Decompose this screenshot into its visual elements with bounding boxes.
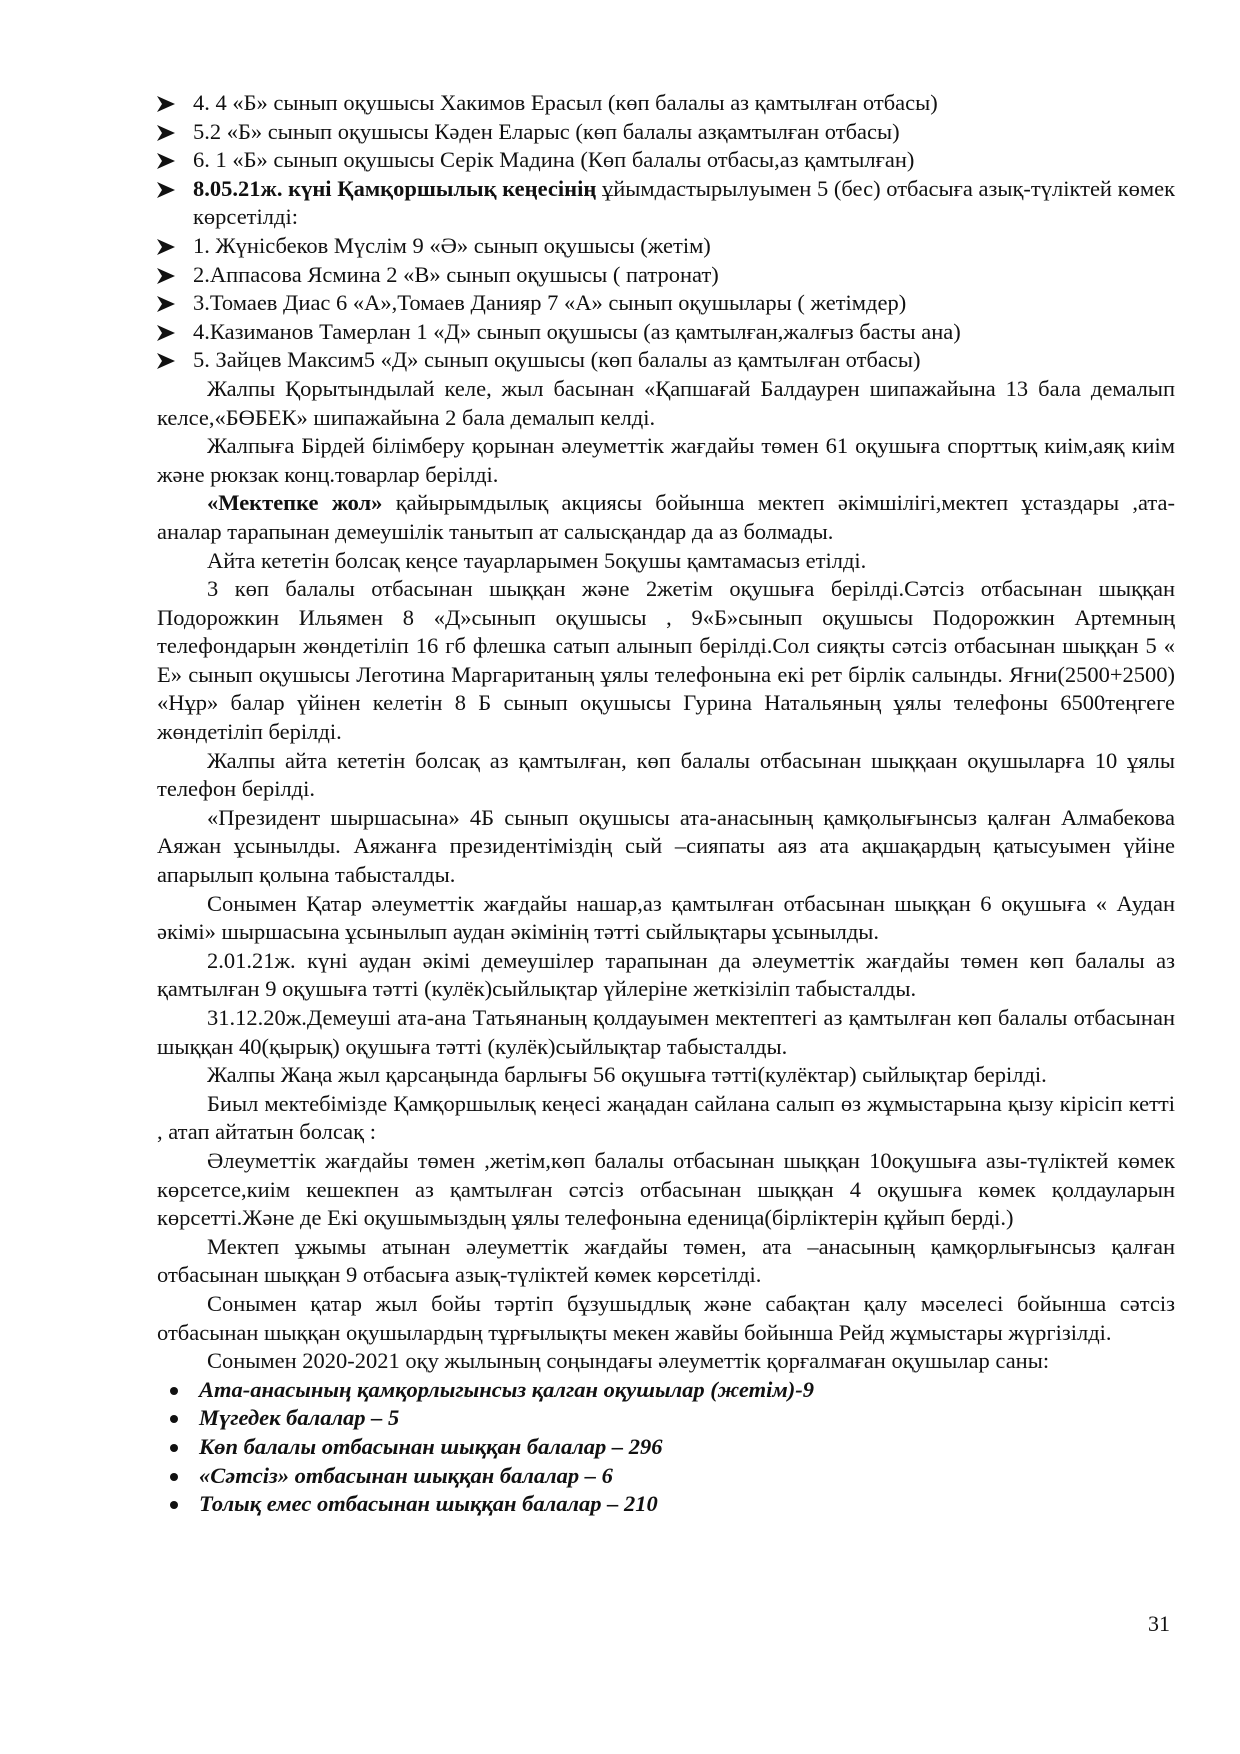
paragraph: Жалпыға Бірдей білімберу қорынан әлеуметтік жағдайы төмен 61 оқушыға спорттық киім,аяқ киім және рюкзак конц.товарлар берілді. bbox=[157, 433, 1175, 487]
aid-list-item: 5. Зайцев Максим5 «Д» сынып оқушысы (көп балалы аз қамтылған отбасы) bbox=[157, 346, 1175, 375]
highlight-list-item: 8.05.21ж. күні Қамқоршылық кеңесінің ұйымдастырылуымен 5 (бес) отбасыға азық-түліктей көмек көрсетілді: bbox=[157, 175, 1175, 232]
bullet-dot-icon bbox=[170, 1387, 178, 1395]
list-item: 5.2 «Б» сынып оқушысы Кәден Еларыс (көп балалы азқамтылған отбасы) bbox=[157, 118, 1175, 147]
arrow-bullet-icon bbox=[157, 296, 175, 312]
arrow-bullet-icon bbox=[157, 239, 175, 255]
stats-list bbox=[157, 1376, 1175, 1519]
paragraph: 3 көп балалы отбасынан шыққан және 2жетім оқушыға берілді.Сәтсіз отбасынан шыққан Подорожкин Ильямен 8 «Д»сынып оқушысы , 9«Б»сынып оқушысы Подорожкин Артемның телефондарын жөндетіліп 16 гб флешка сатып алынып берілді.Сол сияқты сәтсіз отбасынан шыққан 5 « Е» сынып оқушысы Леготина Маргаританың ұялы телефонына екі рет бірлік салынды. Яғни(2500+2500) «Нұр» балар үйінен келетін 8 Б сынып оқушысы Гурина Натальяның ұялы телефоны 6500теңгеге жөндетіліп берілді. bbox=[157, 576, 1175, 745]
aid-list-item: 2.Аппасова Ясмина 2 «В» сынып оқушысы ( патронат) bbox=[157, 261, 1175, 290]
arrow-bullet-icon bbox=[157, 182, 175, 198]
bullet-dot-icon bbox=[170, 1501, 178, 1509]
paragraph: Биыл мектебімізде Қамқоршылық кеңесі жаңадан сайлана салып өз жұмыстарына қызу кірісіп кетті , атап айтатын болсақ : bbox=[157, 1090, 1175, 1145]
page-content bbox=[157, 89, 1175, 1519]
arrow-bullet-icon bbox=[157, 353, 175, 369]
stats-list-item: «Сәтсіз» отбасынан шыққан балалар – 6 bbox=[157, 1462, 1175, 1491]
arrow-bullet-icon bbox=[157, 268, 175, 284]
paragraph: 2.01.21ж. күні аудан әкімі демеушілер тарапынан да әлеуметтік жағдайы төмен көп балалы аз қамтылған 9 оқушыға тәтті (кулёк)сыйлықтар үйлеріне жеткізіліп табысталды. bbox=[157, 947, 1175, 1002]
paragraph: Жалпы Қорытындылай келе, жыл басынан «Қапшағай Балдаурен шипажайына 13 бала демалып келсе,«БӨБЕК» шипажайына 2 бала демалып келді. bbox=[157, 375, 1175, 430]
list-item: 6. 1 «Б» сынып оқушысы Серік Мадина (Көп балалы отбасы,аз қамтылған) bbox=[157, 146, 1175, 175]
arrow-bullet-icon bbox=[157, 153, 175, 169]
paragraph: Әлеуметтік жағдайы төмен ,жетім,көп балалы отбасынан шыққан 10оқушыға азы-түліктей көмек көрсетсе,киім кешекпен аз қамтылған сәтсіз отбасынан шыққан 4 оқушыға көмек қолдауларын көрсетті.Және де Екі оқушымыздың ұялы телефонына еденица(бірліктерін құйып берді.) bbox=[157, 1147, 1175, 1231]
arrow-bullet-icon bbox=[157, 125, 175, 141]
paragraph: «Президент шыршасына» 4Б сынып оқушысы ата-анасының қамқолығынсыз қалған Алмабекова Аяжан ұсынылды. Аяжанға президентіміздің сый –сияпаты аяз ата ақшақардың қатысуымен үйіне апарылып қолына табысталды. bbox=[157, 804, 1175, 888]
paragraph: Мектеп ұжымы атынан әлеуметтік жағдайы төмен, ата –анасының қамқорлығынсыз қалған отбасынан шыққан 9 отбасыға азық-түліктей көмек көрсетілді. bbox=[157, 1233, 1175, 1288]
aid-list-item: 4.Казиманов Тамерлан 1 «Д» сынып оқушысы (аз қамтылған,жалғыз басты ана) bbox=[157, 318, 1175, 347]
stats-list-item: Толық емес отбасынан шыққан балалар – 210 bbox=[157, 1490, 1175, 1519]
bullet-dot-icon bbox=[170, 1444, 178, 1452]
bullet-dot-icon bbox=[170, 1415, 178, 1423]
arrow-bullet-icon bbox=[157, 325, 175, 341]
bullet-dot-icon bbox=[170, 1473, 178, 1481]
list-item: 4. 4 «Б» сынып оқушысы Хакимов Ерасыл (көп балалы аз қамтылған отбасы) bbox=[157, 89, 1175, 118]
paragraph: Жалпы Жаңа жыл қарсаңында барлығы 56 оқушыға тәтті(кулёктар) сыйлықтар берілді. bbox=[207, 1062, 1047, 1088]
stats-list-item: Көп балалы отбасынан шыққан балалар – 296 bbox=[157, 1433, 1175, 1462]
paragraph: «Мектепке жол» қайырымдылық акциясы бойынша мектеп әкімшілігі,мектеп ұстаздары ,ата-аналар тарапынан демеушілік танытып ат салысқандар да аз болмады. bbox=[157, 490, 1175, 544]
aid-list-item: 1. Жүнісбеков Мүслім 9 «Ә» сынып оқушысы (жетім) bbox=[157, 232, 1175, 261]
stats-list-item: Мүгедек балалар – 5 bbox=[157, 1404, 1175, 1433]
paragraph: Айта кететін болсақ кеңсе тауарларымен 5оқушы қамтамасыз етілді. bbox=[207, 547, 867, 573]
paragraph: 31.12.20ж.Демеуші ата-ана Татьянаның қолдауымен мектептегі аз қамтылған көп балалы отбасынан шыққан 40(қырық) оқушыға тәтті (кулёк)сыйлықтар табысталды. bbox=[157, 1005, 1175, 1059]
page-number: 31 bbox=[1148, 1611, 1170, 1636]
stats-list-item: Ата-анасының қамқорлыгынсыз қалган оқушылар (жетім)-9 bbox=[157, 1376, 1175, 1405]
paragraph: Сонымен 2020-2021 оқу жылының соңындағы әлеуметтік қорғалмаған оқушылар саны: bbox=[207, 1348, 1050, 1374]
arrow-bullet-icon bbox=[157, 96, 175, 112]
paragraph: Жалпы айта кететін болсақ аз қамтылған, көп балалы отбасынан шыққаан оқушыларға 10 ұялы телефон берілді. bbox=[157, 747, 1175, 802]
paragraph: Сонымен Қатар әлеуметтік жағдайы нашар,аз қамтылған отбасынан шыққан 6 оқушыға « Аудан әкімі» шыршасына ұсынылып аудан әкімінің тәтті сыйлықтары ұсынылды. bbox=[157, 890, 1175, 945]
paragraph: Сонымен қатар жыл бойы тәртіп бұзушыдлық және сабақтан қалу мәселесі бойынша сәтсіз отбасынан шыққан оқушылардың тұрғылықты мекен жавйы бойынша Рейд жұмыстары жүргізілді. bbox=[157, 1290, 1175, 1345]
aid-list-item: 3.Томаев Диас 6 «А»,Томаев Данияр 7 «А» сынып оқушылары ( жетімдер) bbox=[157, 289, 1175, 318]
